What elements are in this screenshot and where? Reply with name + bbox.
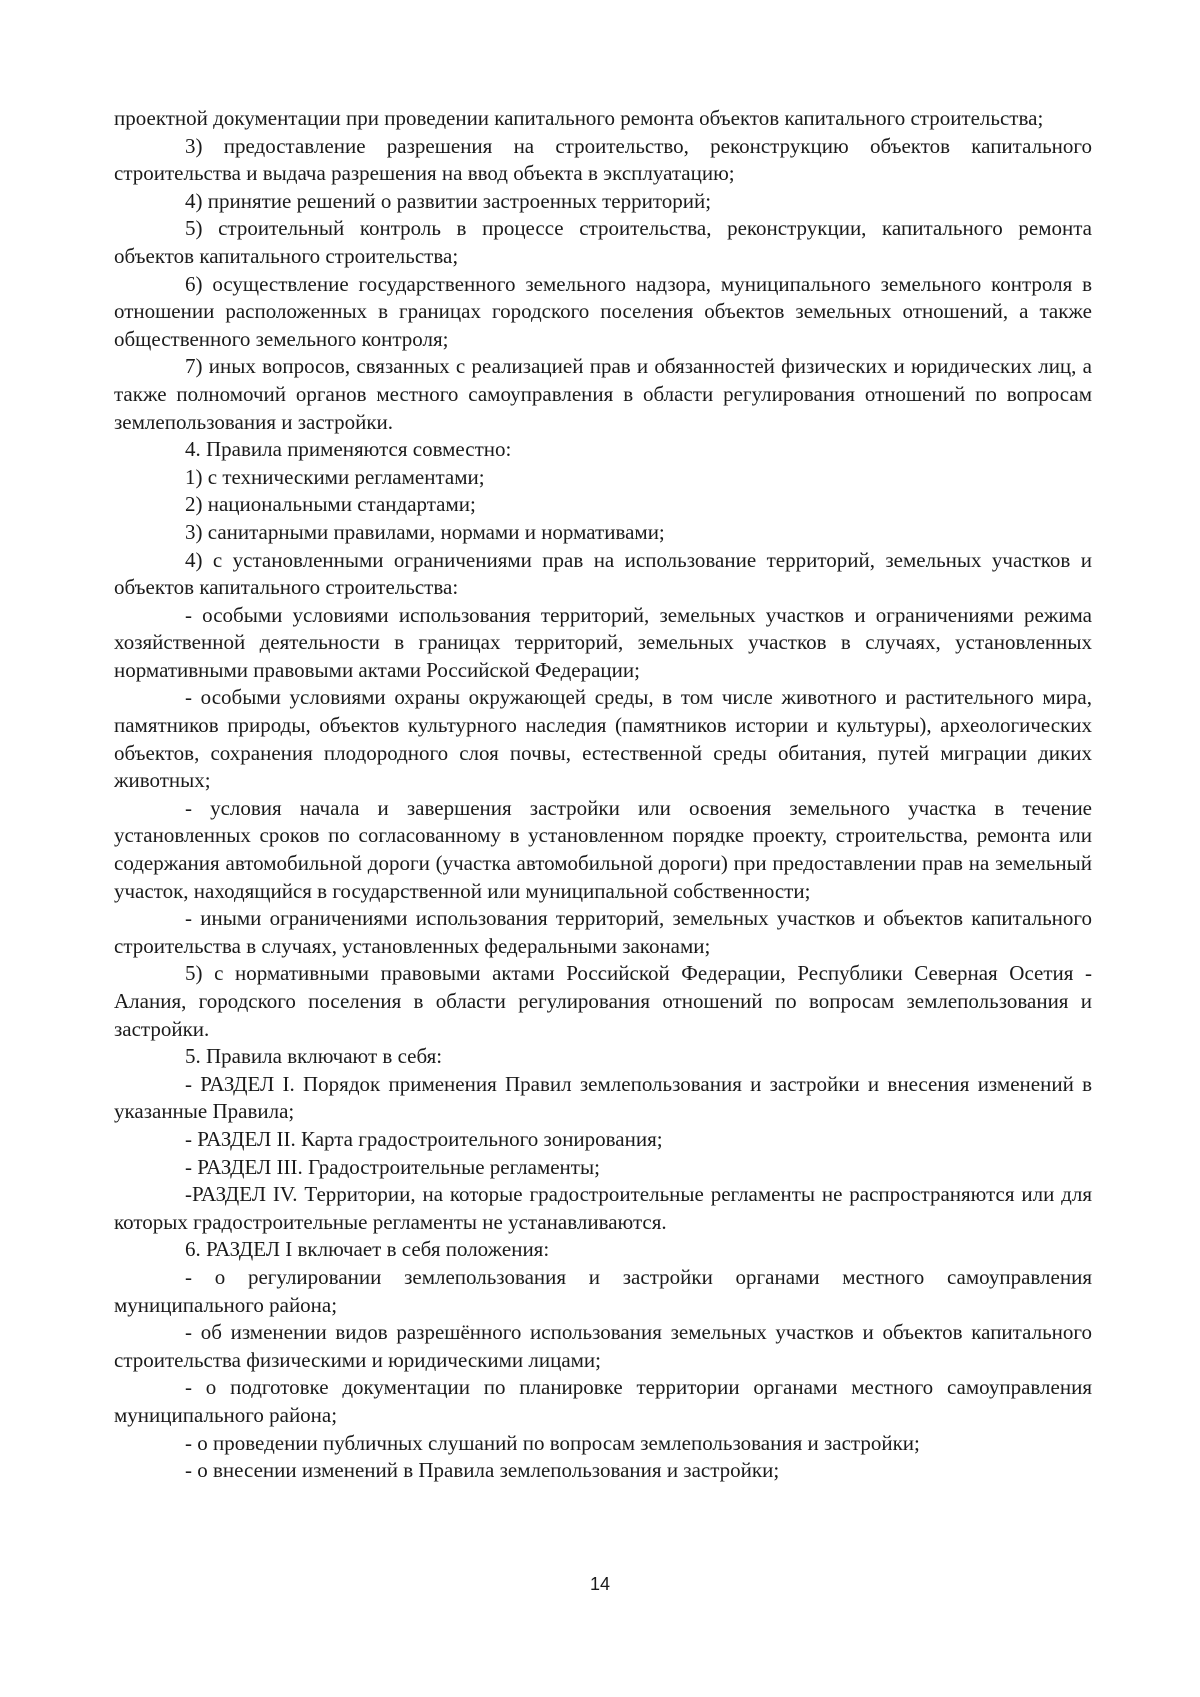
paragraph: -РАЗДЕЛ IV. Территории, на которые градостроительные регламенты не распространяются или для которых градостроительные регламенты не устанавливаются.: [114, 1182, 1092, 1234]
paragraph: 3) предоставление разрешения на строительство, реконструкцию объектов капитального строительства и выдача разрешения на ввод объекта в эксплуатацию;: [114, 133, 1092, 186]
paragraph: - РАЗДЕЛ II. Карта градостроительного зонирования;: [185, 1126, 663, 1151]
paragraph: 4) принятие решений о развитии застроенных территорий;: [185, 188, 712, 213]
paragraph-continuation: проектной документации при проведении капитального ремонта объектов капитального строительства;: [114, 106, 1044, 130]
paragraph: - условия начала и завершения застройки или освоения земельного участка в течение установленных сроков по согласованному в установленном порядке проекту, строительства, ремонта или содержания автомобильной дороги (участка автомобильной дороги) при предоставлении прав на земельный участок, находящийся в государственной или муниципальной собственности;: [114, 795, 1092, 903]
paragraph: 5) с нормативными правовыми актами Российской Федерации, Республики Северная Осетия - Алания, городского поселения в области регулирования отношений по вопросам землепользования и застройки.: [114, 961, 1092, 1041]
paragraph: 5) строительный контроль в процессе строительства, реконструкции, капитального ремонта объектов капитального строительства;: [114, 216, 1092, 268]
paragraph: - РАЗДЕЛ III. Градостроительные регламенты;: [185, 1154, 600, 1179]
paragraph: 1) с техническими регламентами;: [185, 464, 485, 489]
paragraph: 7) иных вопросов, связанных с реализацией прав и обязанностей физических и юридических лиц, а также полномочий органов местного самоуправления в области регулирования отношений по вопросам землепользования и застройки.: [114, 354, 1092, 434]
paragraph: - иными ограничениями использования территорий, земельных участков и объектов капитального строительства в случаях, установленных федеральными законами;: [114, 906, 1092, 958]
paragraph: - о подготовке документации по планировке территории органами местного самоуправления муниципального района;: [114, 1375, 1092, 1427]
page-number: 14: [589, 1574, 611, 1594]
paragraph: - о внесении изменений в Правила землепользования и застройки;: [185, 1458, 780, 1483]
paragraph: - особыми условиями охраны окружающей среды, в том числе животного и растительного мира, памятников природы, объектов культурного наследия (памятников истории и культуры), археологических объектов, сохранения плодородного слоя почвы, естественной среды обитания, путей миграции диких животных;: [114, 685, 1092, 793]
paragraph: - особыми условиями использования территорий, земельных участков и ограничениями режима хозяйственной деятельности в границах территорий, земельных участков в случаях, установленных нормативными правовыми актами Российской Федерации;: [114, 602, 1092, 682]
paragraph: 5. Правила включают в себя:: [185, 1044, 443, 1069]
paragraph: - РАЗДЕЛ I. Порядок применения Правил землепользования и застройки и внесения изменений в указанные Правила;: [114, 1071, 1092, 1124]
paragraph: 4. Правила применяются совместно:: [185, 437, 512, 462]
paragraph: - о регулировании землепользования и застройки органами местного самоуправления муниципального района;: [114, 1264, 1092, 1317]
document-body: [114, 105, 1092, 1485]
paragraph: 3) санитарными правилами, нормами и нормативами;: [185, 519, 665, 544]
paragraph: 6. РАЗДЕЛ I включает в себя положения:: [185, 1237, 550, 1262]
paragraph: - о проведении публичных слушаний по вопросам землепользования и застройки;: [185, 1430, 920, 1455]
paragraph: 4) с установленными ограничениями прав на использование территорий, земельных участков и объектов капитального строительства:: [114, 547, 1092, 600]
paragraph: - об изменении видов разрешённого использования земельных участков и объектов капитального строительства физическими и юридическими лицами;: [114, 1320, 1092, 1372]
paragraph: 6) осуществление государственного земельного надзора, муниципального земельного контроля в отношении расположенных в границах городского поселения объектов земельных отношений, а также общественного земельного контроля;: [114, 271, 1092, 351]
paragraph: 2) национальными стандартами;: [185, 492, 476, 517]
